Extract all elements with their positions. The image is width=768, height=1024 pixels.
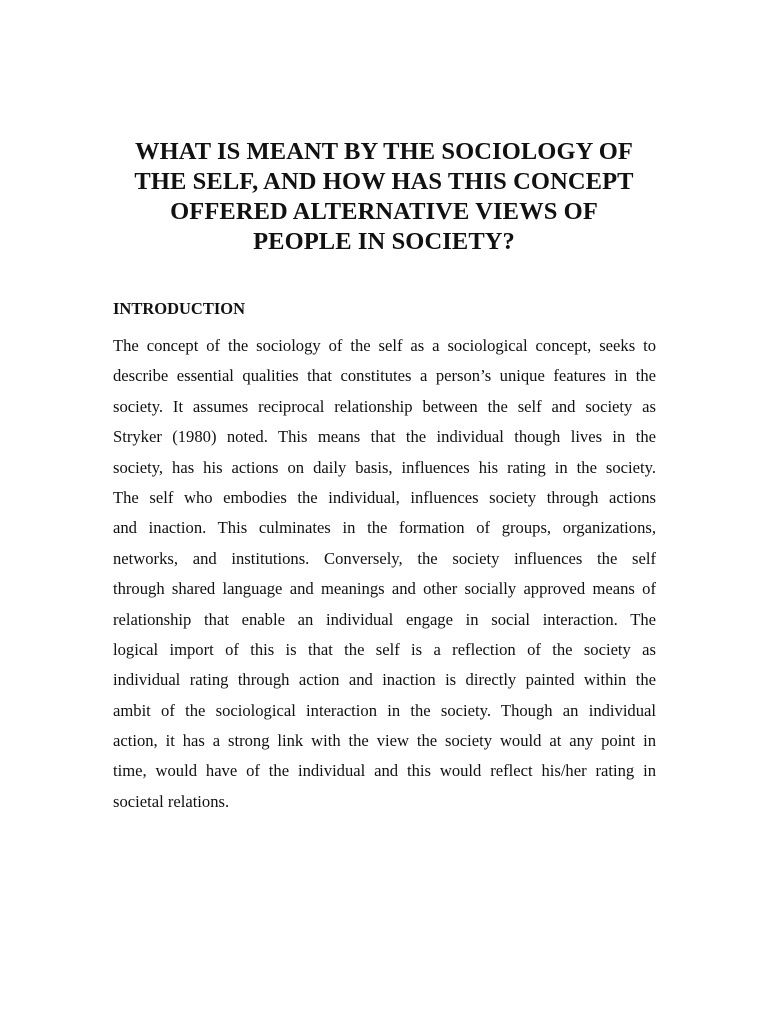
document-title	[100, 137, 668, 257]
paragraph-line: ambit of the sociological interaction in the society. Though an individual	[113, 700, 656, 720]
paragraph-line: individual rating through action and inaction is directly painted within the	[113, 670, 656, 690]
paragraph-line: action, it has a strong link with the view the society would at any point in	[113, 731, 656, 751]
section-heading: INTRODUCTION	[113, 299, 246, 318]
paragraph-line: society. It assumes reciprocal relationship between the self and society as	[113, 396, 656, 416]
paragraph-line: Stryker (1980) noted. This means that the individual though lives in the	[113, 427, 656, 447]
paragraph-line: The concept of the sociology of the self as a sociological concept, seeks to	[113, 336, 656, 355]
paragraph-line: through shared language and meanings and other socially approved means of	[113, 579, 656, 599]
paragraph-line: networks, and institutions. Conversely, the society influences the self	[113, 548, 656, 568]
paragraph-line: logical import of this is that the self is a reflection of the society as	[113, 639, 656, 659]
paragraph-line: time, would have of the individual and this would reflect his/her rating in	[113, 761, 656, 781]
title-line: OFFERED ALTERNATIVE VIEWS OF	[170, 198, 598, 225]
paragraph-line: describe essential qualities that constitutes a person’s unique features in the	[113, 366, 656, 386]
title-line: THE SELF, AND HOW HAS THIS CONCEPT	[134, 168, 634, 195]
introduction-paragraph	[113, 335, 656, 821]
title-line: PEOPLE IN SOCIETY?	[253, 228, 515, 255]
paragraph-line: The self who embodies the individual, influences society through actions	[113, 487, 656, 507]
paragraph-line: society, has his actions on daily basis, influences his rating in the society.	[113, 457, 656, 477]
paragraph-line: relationship that enable an individual engage in social interaction. The	[113, 609, 656, 629]
paragraph-line: societal relations.	[113, 791, 230, 811]
paragraph-line: and inaction. This culminates in the formation of groups, organizations,	[113, 518, 656, 538]
title-line: WHAT IS MEANT BY THE SOCIOLOGY OF	[135, 138, 633, 165]
